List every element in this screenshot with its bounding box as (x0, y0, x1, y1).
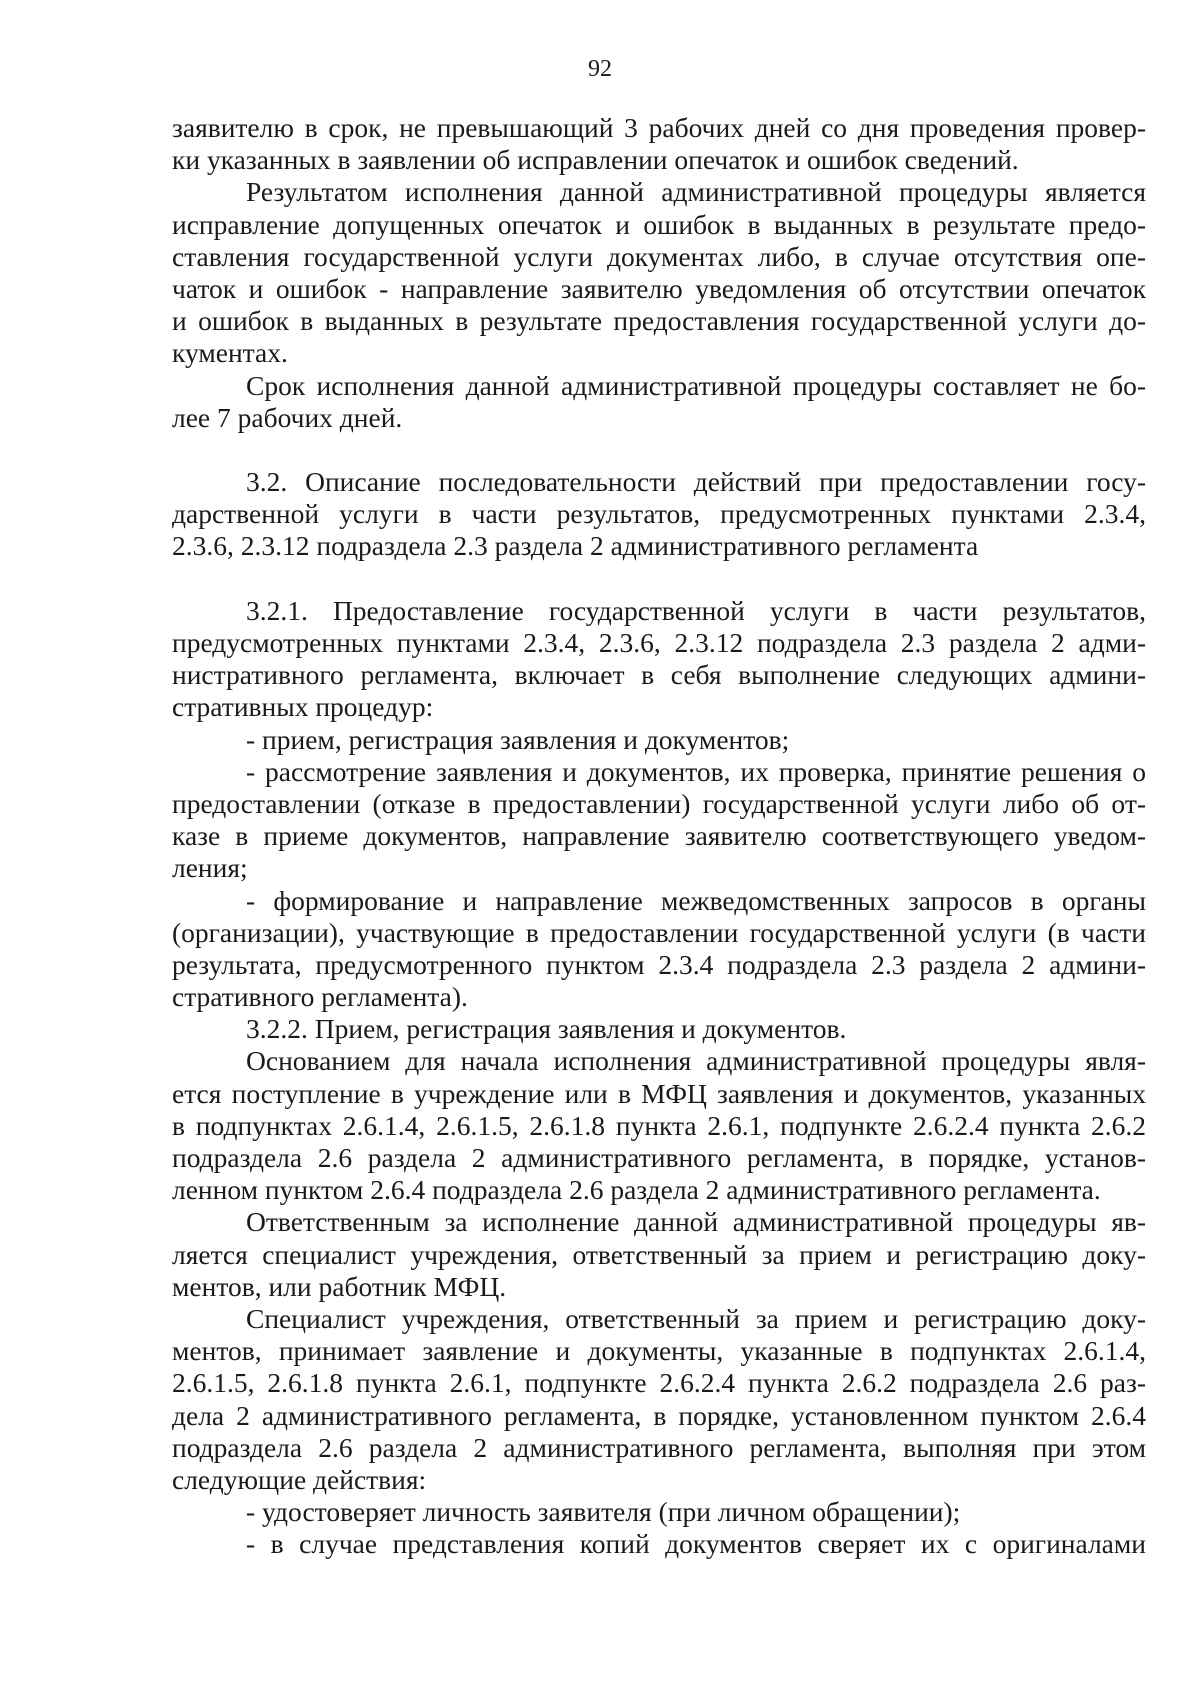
text-line: - рассмотрение заявления и документов, их проверка, принятие решения о (246, 755, 1146, 787)
text-line: следующие действия: (172, 1463, 427, 1495)
text-line: ления; (172, 852, 248, 884)
text-line: подраздела 2.6 раздела 2 административного регламента, выполняя при этом (172, 1431, 1146, 1463)
text-line: заявителю в срок, не превышающий 3 рабочих дней со дня проведения провер- (172, 112, 1146, 143)
text-line: дарственной услуги в части результатов, предусмотренных пунктами 2.3.4, (172, 498, 1146, 530)
text-line: в подпунктах 2.6.1.4, 2.6.1.5, 2.6.1.8 пункта 2.6.1, подпункте 2.6.2.4 пункта 2.6.2 (172, 1109, 1146, 1141)
text-line: 3.2.1. Предоставление государственной услуги в части результатов, (246, 594, 1146, 626)
text-line: предусмотренных пунктами 2.3.4, 2.3.6, 2.3.12 подраздела 2.3 раздела 2 адми- (172, 627, 1146, 658)
document-body (172, 112, 1146, 1560)
text-line: исправление допущенных опечаток и ошибок в выданных в результате предо- (172, 208, 1146, 240)
text-line: - формирование и направление межведомственных запросов в органы (246, 884, 1146, 916)
text-line: ментов, или работник МФЦ. (172, 1270, 507, 1302)
paragraph-gap (172, 563, 1146, 595)
text-line: и ошибок в выданных в результате предоставления государственной услуги до- (172, 305, 1146, 337)
text-line: стративных процедур: (172, 691, 434, 723)
text-line: ставления государственной услуги документах либо, в случае отсутствия опе- (172, 240, 1146, 272)
text-line: ется поступление в учреждение или в МФЦ заявления и документов, указанных (172, 1077, 1146, 1109)
text-line: предоставлении (отказе в предоставлении) государственной услуги либо об от- (172, 787, 1146, 819)
paragraph-gap (172, 434, 1146, 466)
text-line: Ответственным за исполнение данной административной процедуры яв- (246, 1206, 1146, 1238)
text-line: Результатом исполнения данной административной процедуры является (246, 176, 1146, 208)
text-line: стративного регламента). (172, 981, 468, 1013)
text-line: ленном пунктом 2.6.4 подраздела 2.6 раздела 2 административного регламента. (172, 1174, 1101, 1206)
text-line: (организации), участвующие в предоставлении государственной услуги (в части (172, 916, 1146, 948)
text-line: ки указанных в заявлении об исправлении опечаток и ошибок сведений. (172, 144, 1019, 176)
text-line: 2.3.6, 2.3.12 подраздела 2.3 раздела 2 административного регламента (172, 530, 979, 562)
text-line: результата, предусмотренного пунктом 2.3.4 подраздела 2.3 раздела 2 админи- (172, 948, 1146, 980)
text-line: чаток и ошибок - направление заявителю уведомления об отсутствии опечаток (172, 272, 1146, 304)
text-line: ляется специалист учреждения, ответственный за прием и регистрацию доку- (172, 1238, 1146, 1270)
text-line: - прием, регистрация заявления и документов; (246, 723, 790, 755)
text-line: Основанием для начала исполнения административной процедуры явля- (246, 1045, 1146, 1077)
text-line: Срок исполнения данной административной процедуры составляет не бо- (246, 369, 1146, 401)
text-line: дела 2 административного регламента, в порядке, установленном пунктом 2.6.4 (172, 1399, 1146, 1431)
text-line: нистративного регламента, включает в себя выполнение следующих админи- (172, 659, 1146, 691)
text-line: кументах. (172, 337, 288, 369)
text-line: Специалист учреждения, ответственный за прием и регистрацию доку- (246, 1302, 1146, 1334)
page-number: 92 (588, 56, 612, 82)
text-line: подраздела 2.6 раздела 2 административного регламента, в порядке, установ- (172, 1142, 1146, 1173)
text-line: лее 7 рабочих дней. (172, 401, 403, 433)
text-line: - удостоверяет личность заявителя (при личном обращении); (246, 1496, 961, 1528)
text-line: 2.6.1.5, 2.6.1.8 пункта 2.6.1, подпункте 2.6.2.4 пункта 2.6.2 подраздела 2.6 раз- (172, 1367, 1146, 1399)
text-line: 3.2. Описание последовательности действий при предоставлении госу- (246, 466, 1146, 498)
text-line: казе в приеме документов, направление заявителю соответствующего уведом- (172, 820, 1146, 852)
text-line: 3.2.2. Прием, регистрация заявления и документов. (246, 1013, 847, 1045)
text-line: - в случае представления копий документов сверяет их с оригиналами (246, 1528, 1146, 1560)
text-line: ментов, принимает заявление и документы, указанные в подпунктах 2.6.1.4, (172, 1335, 1146, 1367)
